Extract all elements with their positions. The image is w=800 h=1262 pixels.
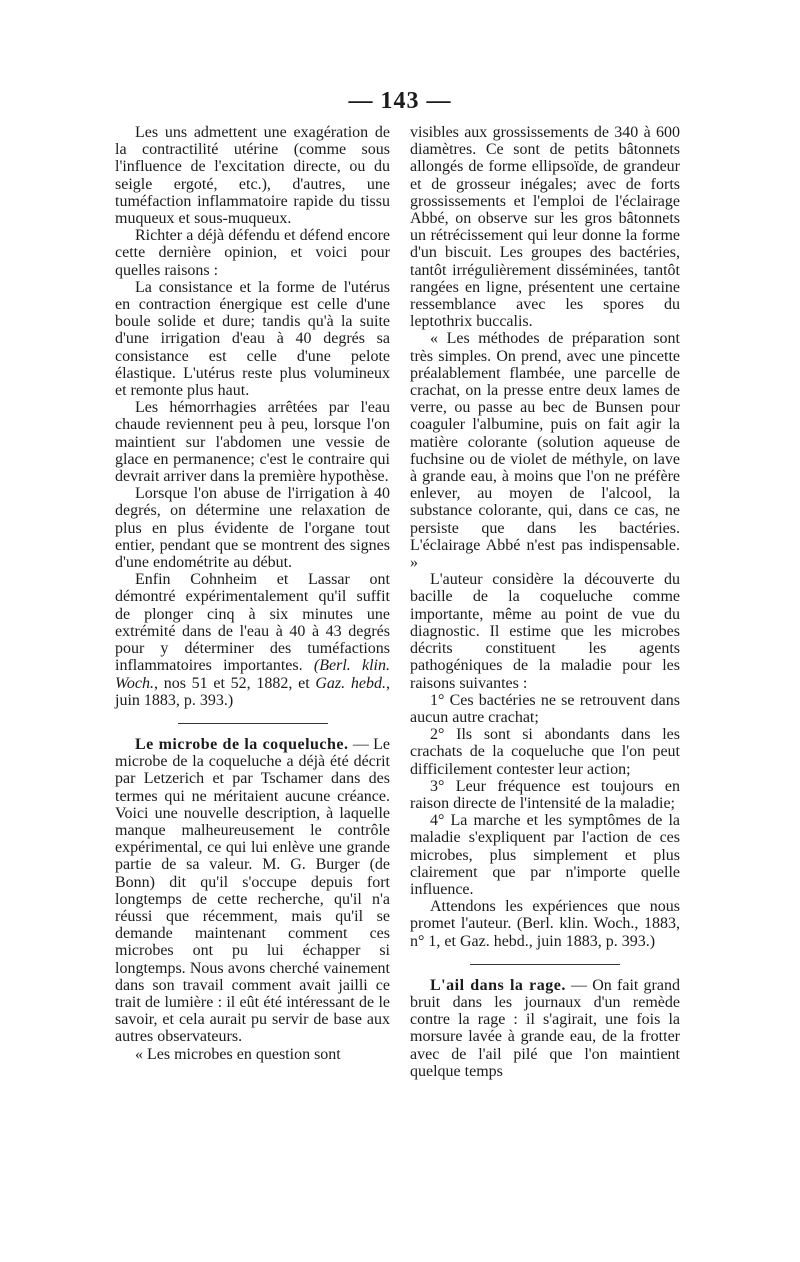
reference-detail: , juin 1883, p. 393.) [115,674,390,709]
section-title: L'ail dans la rage. [430,976,566,994]
paragraph: « Les méthodes de préparation sont très simples. On prend, avec une pincette préalablement flambée, une parcelle de crachat, on la presse entre deux lames de verre, ou passe au bec de Bunsen pour coaguler l'albumine, puis on fait agir la matière colorante (solution aqueuse de fuchsine ou de violet de méthyle, on lave à grande eau, à moins que l'on ne préfère enlever, au moyen de l'alcool, la substance colorante, qui, dans ce cas, ne persiste que dans les bactéries. L'éclairage Abbé n'est pas indispensable. » [410,330,680,572]
list-item: 1° Ces bactéries ne se retrouvent dans aucun autre crachat; [410,691,680,726]
paragraph: « Les microbes en question sont [135,1045,341,1063]
journal-reference: (Berl. klin. Woch. [115,657,390,692]
paragraph: Lorsque l'on abuse de l'irrigation à 40 degrés, on détermine une relaxation de plus en plus évidente de l'organe tout entier, pendant que se montrent des signes d'une endométrite au début. [115,485,390,572]
list-item: 4° La marche et les symptômes de la maladie s'expliquent par l'action de ces microbes, plus simplement et plus clairement que par n'importe quelle influence. [410,812,680,898]
reference-detail: , nos 51 et 52, 1882, et [153,674,316,692]
paragraph-text: Enfin Cohnheim et Lassar ont démontré expérimentalement qu'il suffit de plonger cinq à six minutes une extrémité dans de l'eau à 40 à 43 degrés pour y déterminer des tuméfactions inflammatoires importantes. [115,571,390,675]
list-item: 3° Leur fréquence est toujours en raison directe de l'intensité de la maladie; [410,777,680,812]
section-divider [178,723,328,724]
paragraph: Attendons les expériences que nous promet l'auteur. (Berl. klin. Woch., 1883, n° 1, et Gaz. hebd., juin 1883, p. 393.) [410,898,680,950]
journal-reference: Gaz. hebd. [315,674,386,692]
paragraph [115,571,390,709]
section-title: Le microbe de la coqueluche. [135,735,349,753]
section-paragraph [410,977,680,1080]
section-text: — Le microbe de la coqueluche a déjà été décrit par Letzerich et par Tschamer dans des termes qui ne méritaient aucune créance. Voici une nouvelle description, à laquelle manque malheureusement le contrôle expérimental, ce qui lui enlève une grande partie de sa valeur. M. G. Burger (de Bonn) dit qu'il s'occupe depuis fort longtemps de cette recherche, qu'il n'a réussi que récemment, mais qu'il se demande maintenant comment ces microbes ont pu lui échapper si longtemps. Nous avons cherché vainement dans son travail comment avait jailli ce trait de lumière : il eût été intéressant de le savoir, et cela aurait pu servir de base aux autres observateurs. [115,735,390,1046]
paragraph: Les uns admettent une exagération de la contractilité utérine (comme sous l'influence de l'excitation directe, ou du seigle ergoté, etc.), d'autres, une tuméfaction inflammatoire rapide du tissu muqueux et sous-muqueux. [115,124,390,228]
paragraph: Les hémorrhagies arrêtées par l'eau chaude reviennent peu à peu, lorsque l'on maintient sur l'abdomen une vessie de glace en permanence; c'est le contraire qui devrait arriver dans la première hypothèse. [115,399,390,486]
right-column [410,124,680,1080]
paragraph: La consistance et la forme de l'utérus en contraction énergique est celle d'une boule solide et dure; tandis qu'à la suite d'une irrigation d'eau à 40 degrés sa consistance est celle d'une pelote élastique. L'utérus reste plus volumineux et remonte plus haut. [115,278,390,400]
paragraph: visibles aux grossissements de 340 à 600 diamètres. Ce sont de petits bâtonnets allongés de forme ellipsoïde, de grandeur et de grosseur inégales; avec de forts grossissements et l'emploi de l'éclairage Abbé, on observe sur les gros bâtonnets un rétrécissement qui leur donne la forme d'un biscuit. Les groupes des bactéries, tantôt irrégulièrement disséminées, tantôt rangées en ligne, présentent une certaine ressemblance avec les spores du leptothrix buccalis. [410,124,680,331]
section-text: — On fait grand bruit dans les journaux d'un remède contre la rage : il s'agirait, une fois la morsure lavée à grande eau, de la frotter avec de l'ail pilé que l'on maintient quelque temps [410,976,680,1080]
section-divider [470,964,620,965]
list-item: 2° Ils sont si abondants dans les crachats de la coqueluche que l'on peut difficilement contester leur action; [410,726,680,778]
page-number: — 143 — [348,88,452,114]
left-column [115,124,390,1063]
paragraph: Richter a déjà défendu et défend encore cette dernière opinion, et voici pour quelles raisons : [115,227,390,279]
paragraph: L'auteur considère la découverte du bacille de la coqueluche comme importante, même au point de vue du diagnostic. Il estime que les microbes décrits constituent les agents pathogéniques de la maladie pour les raisons suivantes : [410,571,680,692]
section-paragraph [115,736,390,1046]
